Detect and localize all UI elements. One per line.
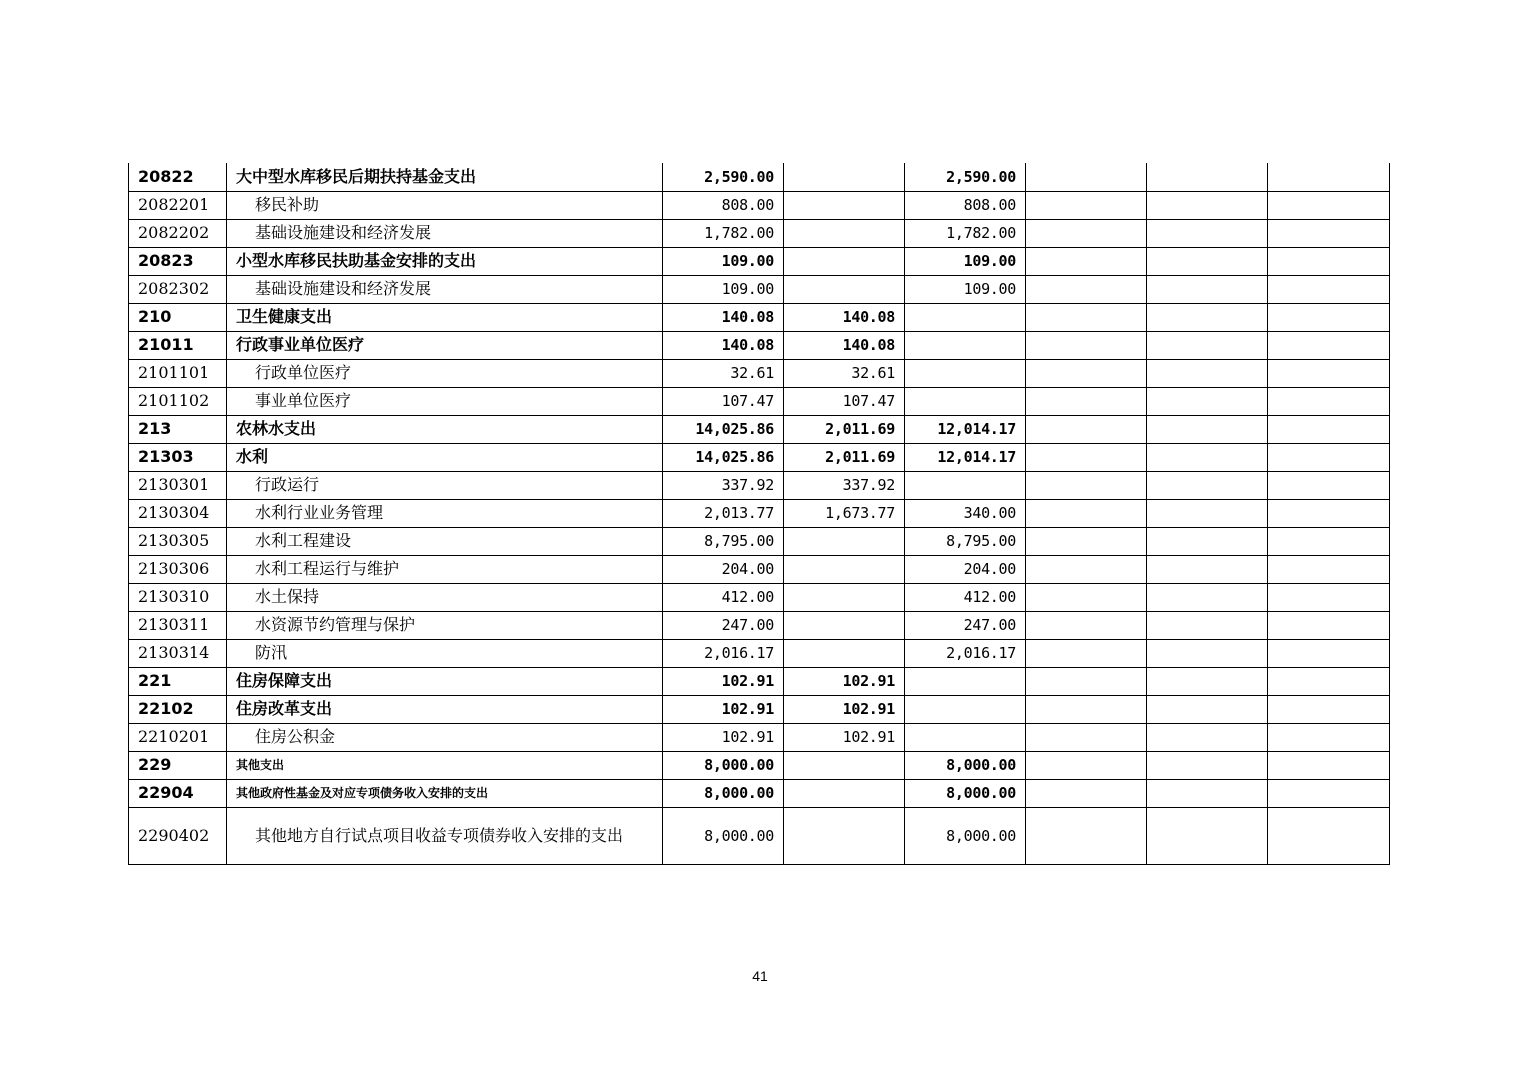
cell-col6 bbox=[1026, 331, 1147, 359]
cell-col7 bbox=[1147, 723, 1268, 751]
cell-col6 bbox=[1026, 807, 1147, 864]
cell-col6 bbox=[1026, 695, 1147, 723]
cell-code: 2290402 bbox=[129, 807, 227, 864]
cell-total: 102.91 bbox=[663, 667, 784, 695]
cell-col6 bbox=[1026, 387, 1147, 415]
cell-basic bbox=[784, 191, 905, 219]
cell-name: 基础设施建设和经济发展 bbox=[227, 219, 663, 247]
cell-total: 109.00 bbox=[663, 247, 784, 275]
cell-project bbox=[905, 723, 1026, 751]
cell-col7 bbox=[1147, 667, 1268, 695]
cell-name: 基础设施建设和经济发展 bbox=[227, 275, 663, 303]
cell-col7 bbox=[1147, 807, 1268, 864]
cell-name: 水利行业业务管理 bbox=[227, 499, 663, 527]
table-row bbox=[129, 779, 1390, 807]
table-row bbox=[129, 471, 1390, 499]
cell-basic: 102.91 bbox=[784, 667, 905, 695]
cell-col8 bbox=[1268, 583, 1390, 611]
cell-basic bbox=[784, 611, 905, 639]
table-row bbox=[129, 247, 1390, 275]
cell-project: 8,000.00 bbox=[905, 807, 1026, 864]
cell-col6 bbox=[1026, 723, 1147, 751]
cell-col6 bbox=[1026, 471, 1147, 499]
cell-col6 bbox=[1026, 247, 1147, 275]
cell-col8 bbox=[1268, 387, 1390, 415]
cell-basic: 140.08 bbox=[784, 303, 905, 331]
cell-name: 水利工程运行与维护 bbox=[227, 555, 663, 583]
cell-name: 农林水支出 bbox=[227, 415, 663, 443]
cell-col8 bbox=[1268, 275, 1390, 303]
table-row bbox=[129, 303, 1390, 331]
cell-code: 210 bbox=[129, 303, 227, 331]
cell-basic bbox=[784, 247, 905, 275]
cell-col6 bbox=[1026, 303, 1147, 331]
cell-col7 bbox=[1147, 611, 1268, 639]
cell-basic: 1,673.77 bbox=[784, 499, 905, 527]
table-row bbox=[129, 499, 1390, 527]
cell-name: 住房保障支出 bbox=[227, 667, 663, 695]
cell-project: 412.00 bbox=[905, 583, 1026, 611]
cell-basic bbox=[784, 779, 905, 807]
cell-col7 bbox=[1147, 695, 1268, 723]
cell-basic: 140.08 bbox=[784, 331, 905, 359]
cell-code: 2130306 bbox=[129, 555, 227, 583]
page-number: 41 bbox=[752, 968, 768, 984]
cell-col7 bbox=[1147, 555, 1268, 583]
cell-basic bbox=[784, 163, 905, 191]
cell-code: 2130301 bbox=[129, 471, 227, 499]
table-row bbox=[129, 219, 1390, 247]
cell-code: 21303 bbox=[129, 443, 227, 471]
cell-total: 14,025.86 bbox=[663, 415, 784, 443]
cell-col8 bbox=[1268, 331, 1390, 359]
cell-col6 bbox=[1026, 359, 1147, 387]
cell-col7 bbox=[1147, 471, 1268, 499]
cell-col6 bbox=[1026, 527, 1147, 555]
cell-col6 bbox=[1026, 751, 1147, 779]
cell-name: 水土保持 bbox=[227, 583, 663, 611]
table-row bbox=[129, 807, 1390, 864]
cell-project: 8,000.00 bbox=[905, 751, 1026, 779]
cell-col8 bbox=[1268, 247, 1390, 275]
cell-col8 bbox=[1268, 779, 1390, 807]
cell-col8 bbox=[1268, 191, 1390, 219]
cell-project: 8,795.00 bbox=[905, 527, 1026, 555]
cell-project bbox=[905, 667, 1026, 695]
cell-col6 bbox=[1026, 583, 1147, 611]
cell-name: 其他地方自行试点项目收益专项债券收入安排的支出 bbox=[227, 807, 663, 864]
cell-col6 bbox=[1026, 275, 1147, 303]
cell-code: 2082302 bbox=[129, 275, 227, 303]
table-row bbox=[129, 611, 1390, 639]
cell-col8 bbox=[1268, 611, 1390, 639]
cell-total: 140.08 bbox=[663, 303, 784, 331]
cell-code: 2101102 bbox=[129, 387, 227, 415]
cell-col6 bbox=[1026, 611, 1147, 639]
cell-basic bbox=[784, 275, 905, 303]
cell-name: 水利工程建设 bbox=[227, 527, 663, 555]
cell-total: 2,013.77 bbox=[663, 499, 784, 527]
cell-basic: 102.91 bbox=[784, 723, 905, 751]
cell-project bbox=[905, 387, 1026, 415]
cell-col7 bbox=[1147, 527, 1268, 555]
cell-total: 337.92 bbox=[663, 471, 784, 499]
cell-col7 bbox=[1147, 219, 1268, 247]
cell-code: 20822 bbox=[129, 163, 227, 191]
cell-col7 bbox=[1147, 163, 1268, 191]
cell-col8 bbox=[1268, 359, 1390, 387]
cell-name: 水利 bbox=[227, 443, 663, 471]
cell-name: 住房改革支出 bbox=[227, 695, 663, 723]
cell-col6 bbox=[1026, 639, 1147, 667]
cell-name: 行政单位医疗 bbox=[227, 359, 663, 387]
cell-basic: 32.61 bbox=[784, 359, 905, 387]
cell-code: 2130305 bbox=[129, 527, 227, 555]
cell-project: 247.00 bbox=[905, 611, 1026, 639]
cell-col8 bbox=[1268, 471, 1390, 499]
cell-col8 bbox=[1268, 751, 1390, 779]
cell-project: 12,014.17 bbox=[905, 443, 1026, 471]
cell-total: 8,000.00 bbox=[663, 807, 784, 864]
cell-col8 bbox=[1268, 443, 1390, 471]
cell-name: 行政事业单位医疗 bbox=[227, 331, 663, 359]
cell-col6 bbox=[1026, 163, 1147, 191]
cell-col6 bbox=[1026, 191, 1147, 219]
cell-project: 808.00 bbox=[905, 191, 1026, 219]
cell-col7 bbox=[1147, 443, 1268, 471]
cell-code: 2101101 bbox=[129, 359, 227, 387]
cell-total: 102.91 bbox=[663, 723, 784, 751]
budget-table bbox=[128, 163, 1390, 865]
cell-col8 bbox=[1268, 555, 1390, 583]
cell-project bbox=[905, 331, 1026, 359]
cell-col8 bbox=[1268, 807, 1390, 864]
cell-code: 2130310 bbox=[129, 583, 227, 611]
cell-total: 1,782.00 bbox=[663, 219, 784, 247]
cell-col6 bbox=[1026, 415, 1147, 443]
cell-code: 20823 bbox=[129, 247, 227, 275]
cell-col7 bbox=[1147, 275, 1268, 303]
table-row bbox=[129, 583, 1390, 611]
cell-col7 bbox=[1147, 751, 1268, 779]
cell-basic bbox=[784, 639, 905, 667]
table-row bbox=[129, 415, 1390, 443]
cell-col6 bbox=[1026, 219, 1147, 247]
cell-col8 bbox=[1268, 667, 1390, 695]
cell-project bbox=[905, 303, 1026, 331]
cell-name: 卫生健康支出 bbox=[227, 303, 663, 331]
cell-total: 412.00 bbox=[663, 583, 784, 611]
table-row bbox=[129, 331, 1390, 359]
cell-name: 事业单位医疗 bbox=[227, 387, 663, 415]
cell-basic bbox=[784, 527, 905, 555]
table-row bbox=[129, 443, 1390, 471]
cell-total: 14,025.86 bbox=[663, 443, 784, 471]
cell-basic bbox=[784, 583, 905, 611]
cell-project: 8,000.00 bbox=[905, 779, 1026, 807]
cell-total: 109.00 bbox=[663, 275, 784, 303]
cell-name: 住房公积金 bbox=[227, 723, 663, 751]
cell-col7 bbox=[1147, 583, 1268, 611]
table-row bbox=[129, 527, 1390, 555]
cell-total: 204.00 bbox=[663, 555, 784, 583]
cell-total: 102.91 bbox=[663, 695, 784, 723]
cell-project bbox=[905, 695, 1026, 723]
cell-total: 32.61 bbox=[663, 359, 784, 387]
cell-col8 bbox=[1268, 219, 1390, 247]
cell-col6 bbox=[1026, 499, 1147, 527]
cell-total: 107.47 bbox=[663, 387, 784, 415]
cell-col6 bbox=[1026, 779, 1147, 807]
cell-col7 bbox=[1147, 779, 1268, 807]
cell-col8 bbox=[1268, 639, 1390, 667]
cell-basic: 102.91 bbox=[784, 695, 905, 723]
cell-project: 109.00 bbox=[905, 275, 1026, 303]
cell-project bbox=[905, 359, 1026, 387]
cell-project: 12,014.17 bbox=[905, 415, 1026, 443]
cell-name: 防汛 bbox=[227, 639, 663, 667]
cell-col8 bbox=[1268, 695, 1390, 723]
cell-basic: 2,011.69 bbox=[784, 443, 905, 471]
cell-basic: 107.47 bbox=[784, 387, 905, 415]
table-body bbox=[129, 163, 1390, 864]
table-row bbox=[129, 723, 1390, 751]
cell-code: 22102 bbox=[129, 695, 227, 723]
table-row bbox=[129, 191, 1390, 219]
cell-col8 bbox=[1268, 415, 1390, 443]
cell-col7 bbox=[1147, 415, 1268, 443]
cell-total: 2,016.17 bbox=[663, 639, 784, 667]
table-row bbox=[129, 555, 1390, 583]
cell-col8 bbox=[1268, 499, 1390, 527]
cell-name: 行政运行 bbox=[227, 471, 663, 499]
cell-col7 bbox=[1147, 359, 1268, 387]
cell-name: 小型水库移民扶助基金安排的支出 bbox=[227, 247, 663, 275]
cell-total: 8,795.00 bbox=[663, 527, 784, 555]
cell-col7 bbox=[1147, 191, 1268, 219]
table-row bbox=[129, 163, 1390, 191]
cell-total: 247.00 bbox=[663, 611, 784, 639]
cell-name: 其他政府性基金及对应专项债务收入安排的支出 bbox=[227, 779, 663, 807]
cell-total: 808.00 bbox=[663, 191, 784, 219]
cell-basic: 337.92 bbox=[784, 471, 905, 499]
cell-project: 204.00 bbox=[905, 555, 1026, 583]
table-row bbox=[129, 639, 1390, 667]
table-row bbox=[129, 751, 1390, 779]
table-row bbox=[129, 667, 1390, 695]
cell-col7 bbox=[1147, 303, 1268, 331]
cell-name: 移民补助 bbox=[227, 191, 663, 219]
cell-project: 1,782.00 bbox=[905, 219, 1026, 247]
cell-col7 bbox=[1147, 499, 1268, 527]
cell-basic bbox=[784, 219, 905, 247]
cell-col7 bbox=[1147, 387, 1268, 415]
cell-name: 其他支出 bbox=[227, 751, 663, 779]
cell-code: 21011 bbox=[129, 331, 227, 359]
cell-name: 水资源节约管理与保护 bbox=[227, 611, 663, 639]
cell-code: 221 bbox=[129, 667, 227, 695]
cell-code: 22904 bbox=[129, 779, 227, 807]
table-row bbox=[129, 275, 1390, 303]
cell-col6 bbox=[1026, 667, 1147, 695]
cell-project: 109.00 bbox=[905, 247, 1026, 275]
cell-project: 340.00 bbox=[905, 499, 1026, 527]
cell-col8 bbox=[1268, 723, 1390, 751]
cell-basic bbox=[784, 807, 905, 864]
table-row bbox=[129, 695, 1390, 723]
cell-col8 bbox=[1268, 527, 1390, 555]
cell-code: 2082202 bbox=[129, 219, 227, 247]
cell-name: 大中型水库移民后期扶持基金支出 bbox=[227, 163, 663, 191]
cell-project bbox=[905, 471, 1026, 499]
cell-col6 bbox=[1026, 443, 1147, 471]
cell-total: 8,000.00 bbox=[663, 751, 784, 779]
cell-col6 bbox=[1026, 555, 1147, 583]
cell-total: 140.08 bbox=[663, 331, 784, 359]
cell-code: 229 bbox=[129, 751, 227, 779]
cell-code: 2210201 bbox=[129, 723, 227, 751]
cell-col7 bbox=[1147, 639, 1268, 667]
cell-basic bbox=[784, 751, 905, 779]
cell-basic: 2,011.69 bbox=[784, 415, 905, 443]
cell-col8 bbox=[1268, 303, 1390, 331]
cell-total: 8,000.00 bbox=[663, 779, 784, 807]
cell-code: 213 bbox=[129, 415, 227, 443]
cell-col7 bbox=[1147, 331, 1268, 359]
cell-project: 2,590.00 bbox=[905, 163, 1026, 191]
cell-project: 2,016.17 bbox=[905, 639, 1026, 667]
cell-code: 2130304 bbox=[129, 499, 227, 527]
cell-basic bbox=[784, 555, 905, 583]
table-row bbox=[129, 359, 1390, 387]
cell-code: 2130311 bbox=[129, 611, 227, 639]
cell-total: 2,590.00 bbox=[663, 163, 784, 191]
cell-col7 bbox=[1147, 247, 1268, 275]
cell-code: 2082201 bbox=[129, 191, 227, 219]
cell-col8 bbox=[1268, 163, 1390, 191]
cell-code: 2130314 bbox=[129, 639, 227, 667]
table-row bbox=[129, 387, 1390, 415]
